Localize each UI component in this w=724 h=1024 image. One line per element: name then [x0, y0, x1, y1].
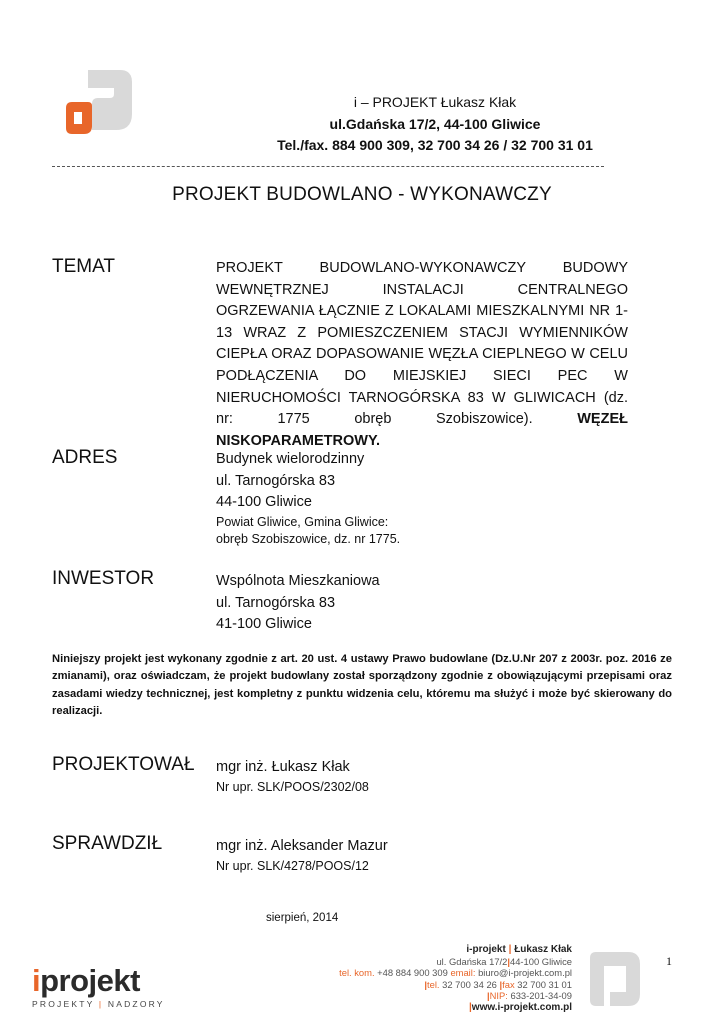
website-url: www.i-projekt.com.pl: [471, 1001, 572, 1013]
brand-rest: projekt: [40, 963, 140, 998]
temat-text: PROJEKT BUDOWLANO-WYKONAWCZY BUDOWY WEWNĘTRZNEJ INSTALACJI CENTRALNEGO OGRZEWANIA ŁĄCZNIE Z LOKALAMI MIESZKALNYMI NR 1-13 WRAZ Z POMIESZCZENIEM STACJI WYMIENNIKÓW CIEPŁA ORAZ DOPASOWANIE WĘZŁA CIEPLNEGO W CELU PODŁĄCZENIA DO MIEJSKIEJ SIECI PEC W NIERUCHOMOŚCI TARNOGÓRSKA 83 W GLIWICACH (dz. nr: 1775 obręb Szobiszowice).: [216, 260, 628, 428]
temat-label: TEMAT: [52, 256, 115, 277]
nip-number: 633-201-34-09: [510, 990, 572, 1002]
header-divider: [52, 166, 604, 167]
inwestor-label: INWESTOR: [52, 568, 155, 589]
compliance-statement: Niniejszy projekt jest wykonany zgodnie z art. 20 ust. 4 ustawy Prawo budowlane (Dz.U.Nr 207 z 2003r. poz. 2016 ze zmianami), oraz oświadczam, że projekt budowlany został sporządzony zgodnie z obowiązującymi przepisami oraz zasadami wiedzy technicznej, jest kompletny z punktu widzenia celu, któremu ma służyć i może być skierowany do realizacji.: [52, 653, 672, 718]
temat-bold-text: WĘZEŁ NISKOPARAMETROWY.: [216, 411, 628, 449]
tagline-right: NADZORY: [107, 999, 165, 1009]
adres-line-2: ul. Tarnogórska 83: [216, 473, 336, 489]
mobile-label: tel. kom.: [339, 967, 375, 979]
brand-i: i: [32, 963, 41, 998]
company-logo-icon: [58, 64, 136, 142]
adres-line-4: Powiat Gliwice, Gmina Gliwice:: [216, 515, 389, 529]
tel-number: 32 700 34 26: [442, 978, 497, 990]
sprawdzil-label: SPRAWDZIŁ: [52, 833, 163, 854]
document-date: sierpień, 2014: [266, 912, 339, 924]
fax-number: 32 700 31 01: [517, 978, 572, 990]
inwestor-line-3: 41-100 Gliwice: [216, 616, 312, 632]
nip-label: NIP:: [489, 990, 508, 1002]
fax-label: fax: [502, 978, 515, 990]
adres-line-1: Budynek wielorodzinny: [216, 451, 365, 467]
company-name: i – PROJEKT Łukasz Kłak: [353, 94, 517, 110]
footer-company: i-projekt | Łukasz Kłak: [466, 944, 572, 955]
footer-nip: |NIP: 633-201-34-09: [487, 990, 572, 1002]
footer-company-a: i-projekt: [466, 944, 506, 955]
tel-label: tel.: [427, 978, 440, 990]
footer-address: ul. Gdańska 17/2|44-100 Gliwice: [436, 955, 572, 967]
footer-city: 44-100 Gliwice: [509, 955, 572, 967]
mobile-number: +48 884 900 309: [377, 967, 448, 979]
adres-line-3: 44-100 Gliwice: [216, 494, 312, 510]
inwestor-line-1: Wspólnota Mieszkaniowa: [216, 573, 380, 589]
footer-tel-fax: |tel. 32 700 34 26 |fax 32 700 31 01: [424, 978, 572, 990]
email-address: biuro@i-projekt.com.pl: [478, 967, 572, 979]
footer-street: ul. Gdańska 17/2: [436, 955, 508, 967]
tagline-sep: |: [98, 999, 104, 1009]
tagline-left: PROJEKTY: [32, 999, 95, 1009]
inwestor-line-2: ul. Tarnogórska 83: [216, 595, 336, 611]
projektowal-label: PROJEKTOWAŁ: [52, 754, 195, 775]
adres-label: ADRES: [52, 447, 118, 468]
projektowal-name: mgr inż. Łukasz Kłak: [216, 759, 350, 775]
temat-description: [216, 258, 628, 452]
page-number: 1: [666, 954, 672, 968]
footer-brand: [32, 965, 172, 1010]
footer-website: |www.i-projekt.com.pl: [468, 1001, 572, 1013]
sprawdzil-permit: Nr upr. SLK/4278/POOS/12: [216, 859, 369, 873]
email-label: email:: [450, 967, 476, 979]
footer-mobile-email: [310, 967, 572, 979]
footer-logo-icon: [584, 948, 644, 1010]
footer-company-b: Łukasz Kłak: [514, 944, 572, 955]
footer-tagline: [32, 999, 172, 1009]
footer-contact: [310, 944, 572, 1014]
company-phones: Tel./fax. 884 900 309, 32 700 34 26 / 32 700 31 01: [277, 137, 593, 153]
document-title: PROJEKT BUDOWLANO - WYKONAWCZY: [172, 184, 552, 205]
company-address: ul.Gdańska 17/2, 44-100 Gliwice: [329, 116, 541, 132]
sprawdzil-name: mgr inż. Aleksander Mazur: [216, 838, 388, 854]
adres-line-5: obręb Szobiszowice, dz. nr 1775.: [216, 532, 401, 546]
projektowal-permit: Nr upr. SLK/POOS/2302/08: [216, 780, 369, 794]
footer-brand-name: [32, 965, 172, 997]
